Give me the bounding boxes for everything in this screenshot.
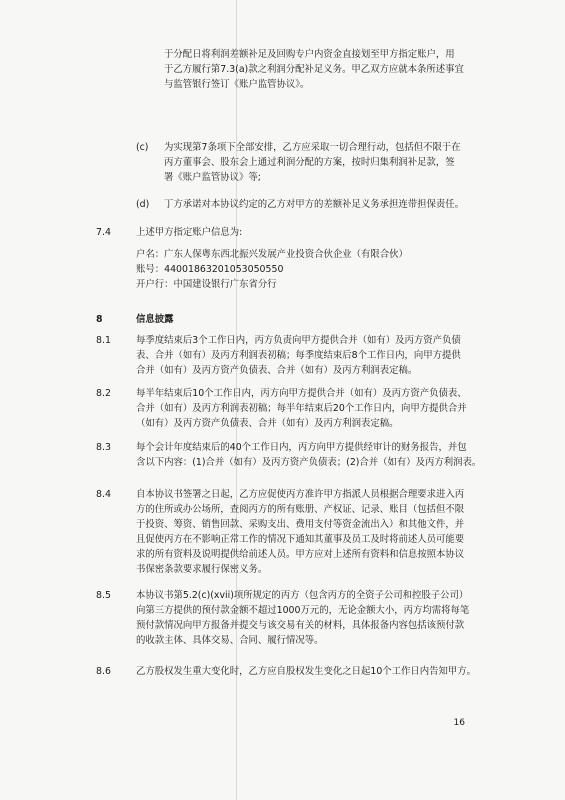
section-8-3-text [136, 440, 481, 470]
text-line: 书保密条款要求履行保密义务。 [136, 564, 268, 575]
text-line: 于乙方履行第7.3(a)款之利润分配补足义务。甲乙双方应就本条所述事宜 [164, 64, 464, 75]
section-number-8-1: 8.1 [96, 335, 111, 346]
text-line: 本协议书第5.2(c)(xvii)项所规定的丙方（包含丙方的全资子公司和控股子公司） [136, 590, 469, 601]
account-number: 账号：44001863201053050550 [136, 264, 284, 275]
text-line: 丙方董事会、股东会上通过利润分配的方案，按时归集利润补足款，签 [164, 157, 455, 168]
text-line: 与监管银行签订《账户监管协议》。 [164, 79, 310, 90]
clause-number-d: (d) [136, 199, 150, 210]
text-line: （如有）及丙方资产负债表、合并（如有）及丙方利润表定稿。 [136, 418, 399, 429]
text-line: 合并（如有）及丙方资产负债表、合并（如有）及丙方利润表定稿。 [136, 365, 418, 376]
section-number-8-6: 8.6 [96, 666, 111, 677]
clause-c-text [164, 140, 461, 185]
section-8-5-text [136, 588, 469, 648]
text-line: 且促使丙方在不影响正常工作的情况下通知其董事及员工及时将前述人员可能要 [136, 534, 465, 545]
text-line: 为实现第7条项下全部安排，乙方应采取一切合理行动，包括但不限于在 [164, 142, 461, 153]
clause-number-c: (c) [136, 142, 149, 153]
text-line: 自本协议书签署之日起，乙方应促使丙方准许甲方指派人员根据合理要求进入丙 [136, 489, 465, 500]
text-line: 表、合并（如有）及丙方利润表初稿；每季度结束后8个工作日内，向甲方提供 [136, 350, 461, 361]
section-8-4-text [136, 487, 464, 577]
section-8-title: 信息披露 [136, 314, 174, 325]
text-line: 向第三方提供的预付款金额不超过1000万元的，无论金额大小，丙方均需将每笔 [136, 605, 470, 616]
account-name: 户名：广东人保粤东西北振兴发展产业投资合伙企业（有限合伙） [136, 249, 408, 260]
text-line: 每半年结束后10个工作日内，丙方向甲方提供合并（如有）及丙方资产负债表、 [136, 388, 467, 399]
text-line: 上述甲方指定账户信息为: [136, 227, 243, 238]
text-line: 合并（如有）及丙方利润表初稿；每半年结束后20个工作日内，向甲方提供合并 [136, 403, 467, 414]
section-number-8-2: 8.2 [96, 388, 111, 399]
section-8-6-text [136, 664, 476, 679]
section-8-2-text [136, 386, 467, 431]
text-line: 方的住所或办公场所，查阅丙方的所有账册、产权证、记录、账目（包括但不限 [136, 504, 465, 515]
text-line: 每季度结束后3个工作日内，丙方负责向甲方提供合并（如有）及丙方资产负债 [136, 335, 461, 346]
text-line: 乙方股权发生重大变化时，乙方应自股权发生变化之日起10个工作日内告知甲方。 [136, 666, 477, 677]
section-number-8: 8 [96, 314, 103, 325]
section-7-4-intro [136, 225, 242, 240]
text-line: 求的所有资料及说明提供给前述人员。甲方应对上述所有资料和信息按照本协议 [136, 549, 465, 560]
section-number-7-4: 7.4 [96, 227, 111, 238]
clause-d-text [164, 197, 464, 212]
text-line: 于分配日将利润差额补足及回购专户内资金直接划至甲方指定账户，用 [164, 49, 455, 60]
section-number-8-4: 8.4 [96, 489, 111, 500]
account-bank: 开户行：中国建设银行广东省分行 [136, 279, 277, 290]
text-line: 每个会计年度结束后的40个工作日内，丙方向甲方提供经审计的财务报告，并包 [136, 442, 467, 453]
text-line: 署《账户监管协议》等; [164, 172, 261, 183]
text-line: 丁方承诺对本协议约定的乙方对甲方的差额补足义务承担连带担保责任。 [164, 199, 465, 210]
text-line: 预付款情况向甲方报备并提交与该交易有关的材料，具体报备内容包括该预付款 [136, 620, 465, 631]
section-number-8-3: 8.3 [96, 442, 111, 453]
account-info [136, 247, 408, 292]
section-8-1-text [136, 333, 461, 378]
page-number: 16 [453, 718, 465, 728]
text-line: 的收款主体、具体交易、合同、履行情况等。 [136, 635, 324, 646]
text-line: 于投资、筹资、销售回款、采购支出、费用支付等资金流出入）和其他文件，并 [136, 519, 465, 530]
section-number-8-5: 8.5 [96, 590, 111, 601]
continuation-paragraph [164, 47, 464, 92]
text-line: 含以下内容：(1)合并（如有）及丙方资产负债表；(2)合并（如有）及丙方利润表。 [136, 457, 482, 468]
